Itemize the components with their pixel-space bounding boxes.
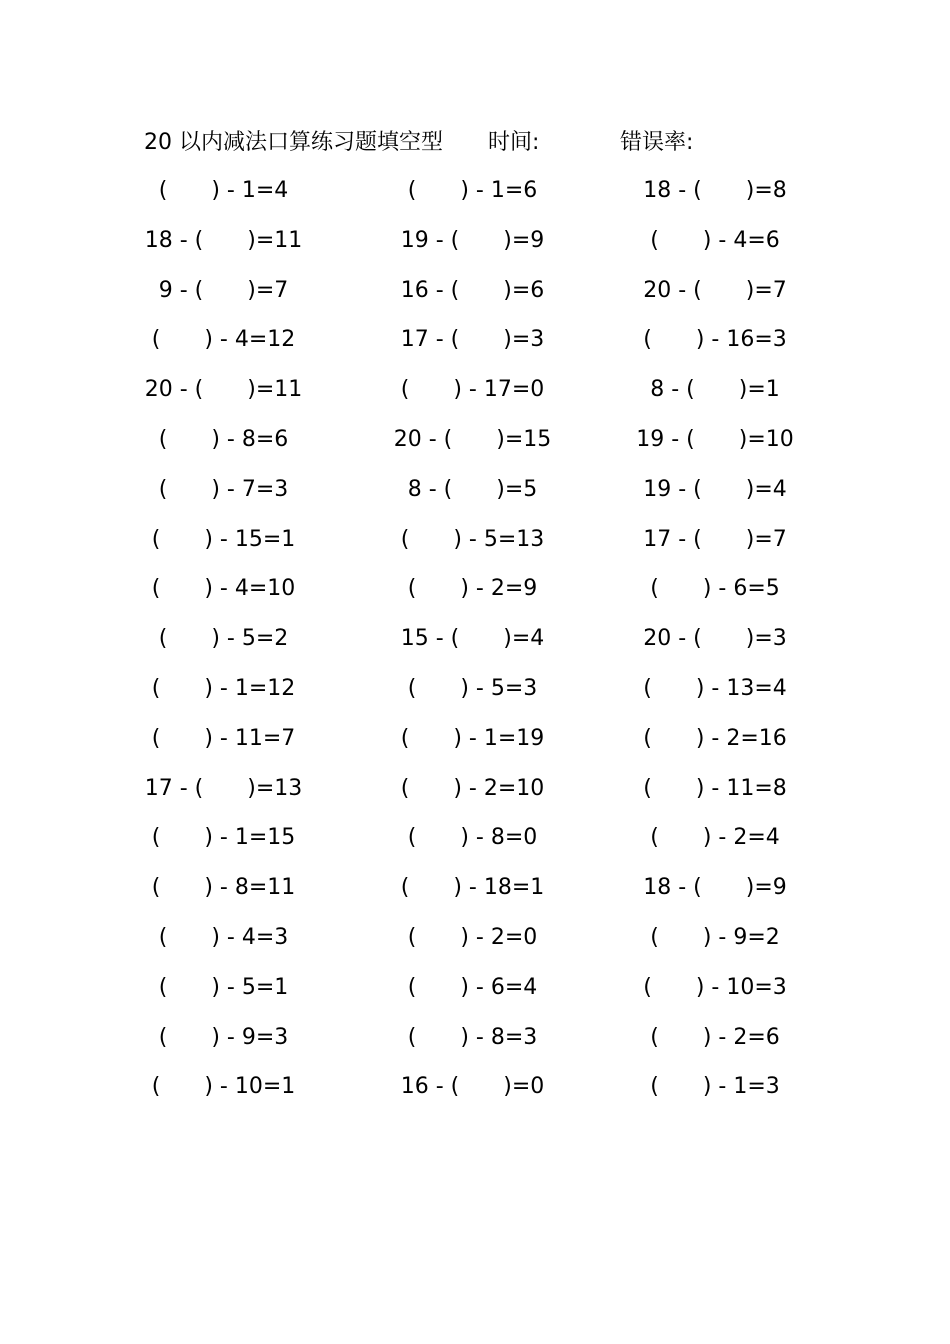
math-problem: ( ) - 4=12 (151, 327, 296, 353)
error-rate-label: 错误率: (620, 130, 694, 155)
math-problem: ( ) - 10=3 (643, 974, 787, 1000)
math-problem: 18 - ( )=9 (643, 875, 787, 901)
math-problem: ( ) - 17=0 (400, 377, 545, 403)
math-problem: 15 - ( )=4 (400, 626, 545, 652)
math-problem: ( ) - 5=2 (158, 626, 289, 652)
math-problem: ( ) - 4=10 (151, 576, 296, 602)
math-problem: ( ) - 8=0 (407, 825, 538, 851)
math-problem: ( ) - 1=12 (151, 675, 296, 701)
worksheet-title: 20 以内减法口算练习题填空型 (144, 130, 443, 155)
problem-row (0, 772, 950, 822)
math-problem: 20 - ( )=11 (144, 377, 303, 403)
math-problem: ( ) - 1=3 (650, 1074, 780, 1100)
problem-row (0, 224, 950, 274)
math-problem: ( ) - 5=1 (158, 974, 289, 1000)
math-problem: 16 - ( )=6 (400, 277, 545, 303)
problem-row (0, 871, 950, 921)
math-problem: ( ) - 1=15 (151, 825, 296, 851)
math-problem: 8 - ( )=5 (407, 476, 538, 502)
math-problem: 18 - ( )=8 (643, 178, 787, 203)
problem-row (0, 523, 950, 573)
math-problem: 9 - ( )=7 (158, 277, 289, 303)
math-problem: ( ) - 1=6 (407, 178, 538, 203)
math-problem: ( ) - 2=16 (643, 725, 787, 751)
problem-row (0, 323, 950, 373)
math-problem: ( ) - 11=7 (151, 725, 296, 751)
math-problem: ( ) - 2=6 (650, 1024, 780, 1050)
math-problem: ( ) - 6=4 (407, 974, 538, 1000)
math-problem: ( ) - 8=3 (407, 1024, 538, 1050)
problem-row (0, 423, 950, 473)
problem-row (0, 373, 950, 423)
problem-row (0, 473, 950, 523)
math-problem: ( ) - 4=3 (158, 924, 289, 950)
math-problem: ( ) - 10=1 (151, 1074, 296, 1100)
math-problem: 16 - ( )=0 (400, 1074, 545, 1100)
math-problem: ( ) - 13=4 (643, 675, 787, 701)
math-problem: ( ) - 9=2 (650, 924, 780, 950)
problem-row (0, 1070, 950, 1120)
problem-row (0, 274, 950, 324)
math-problem: ( ) - 4=6 (650, 227, 780, 253)
math-problem: 17 - ( )=7 (643, 526, 787, 552)
math-problem: ( ) - 1=4 (158, 178, 289, 203)
math-problem: ( ) - 2=10 (400, 775, 545, 801)
math-problem: ( ) - 11=8 (643, 775, 787, 801)
problem-row (0, 921, 950, 971)
math-problem: 17 - ( )=13 (144, 775, 303, 801)
math-problem: ( ) - 2=9 (407, 576, 538, 602)
math-problem: 18 - ( )=11 (144, 227, 303, 253)
math-problem: ( ) - 8=6 (158, 426, 289, 452)
math-problem: ( ) - 5=3 (407, 675, 538, 701)
math-problem: 19 - ( )=9 (400, 227, 545, 253)
math-problem: ( ) - 6=5 (650, 576, 780, 602)
math-problem: 20 - ( )=15 (393, 426, 552, 452)
math-problem: ( ) - 2=0 (407, 924, 538, 950)
math-problem: ( ) - 18=1 (400, 875, 545, 901)
problem-row (0, 1021, 950, 1071)
math-problem: ( ) - 8=11 (151, 875, 296, 901)
math-problem: ( ) - 1=19 (400, 725, 545, 751)
math-problem: 20 - ( )=7 (643, 277, 787, 303)
math-problem: 8 - ( )=1 (650, 377, 780, 403)
problem-row (0, 572, 950, 622)
worksheet-header (0, 126, 950, 160)
math-problem: ( ) - 9=3 (158, 1024, 289, 1050)
problem-row (0, 622, 950, 672)
math-problem: ( ) - 5=13 (400, 526, 545, 552)
math-problem: ( ) - 2=4 (650, 825, 780, 851)
math-problem: 17 - ( )=3 (400, 327, 545, 353)
math-problem: ( ) - 15=1 (151, 526, 296, 552)
math-problem: 19 - ( )=4 (643, 476, 787, 502)
problem-row (0, 821, 950, 871)
problem-grid (0, 174, 950, 1120)
time-label: 时间: (488, 130, 540, 155)
math-problem: ( ) - 16=3 (643, 327, 787, 353)
problem-row (0, 722, 950, 772)
problem-row (0, 971, 950, 1021)
math-problem: ( ) - 7=3 (158, 476, 289, 502)
math-problem: 19 - ( )=10 (636, 426, 794, 452)
problem-row (0, 174, 950, 224)
math-problem: 20 - ( )=3 (643, 626, 787, 652)
problem-row (0, 672, 950, 722)
